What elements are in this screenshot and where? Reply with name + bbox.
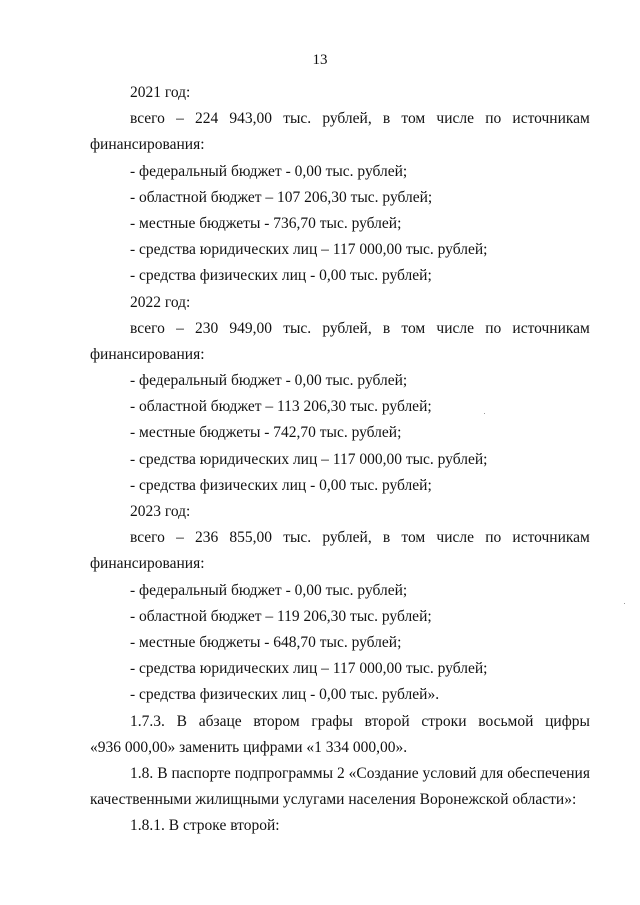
word: всего [130,529,165,547]
word: тыс. [283,110,312,128]
list-item: - средства юридических лиц – 117 000,00 тыс. рублей; [130,241,488,259]
word: по [485,529,502,547]
word: условий [422,764,477,782]
word: числе [436,529,475,547]
word: источникам [512,110,590,128]
total-line-2023-cont: финансирования: [90,555,205,573]
word: в [382,529,391,547]
word: источникам [512,319,590,337]
word: цифры [545,712,590,730]
word: 855,00 [229,529,273,547]
word: В [157,764,168,782]
list-item: - областной бюджет – 119 206,30 тыс. рублей; [130,607,432,625]
total-line-2021 [90,106,590,132]
word: 1.7.3. [130,712,165,730]
word: 2 [336,764,345,782]
list-item: - средства юридических лиц – 117 000,00 тыс. рублей; [130,660,488,678]
list-item: - областной бюджет – 107 206,30 тыс. рублей; [130,188,433,206]
word: всего [130,110,165,128]
word: «Создание [348,764,419,782]
word: 1.8. [130,764,154,782]
scan-speck [484,413,485,414]
total-line-2021-cont: финансирования: [90,136,205,154]
word: – [176,110,184,128]
word: обеспечения [507,764,590,782]
list-item: - местные бюджеты - 648,70 тыс. рублей; [130,633,402,651]
word: втором [253,712,300,730]
list-item: - местные бюджеты - 736,70 тыс. рублей; [130,214,402,232]
word: том [401,110,426,128]
word: абзаце [198,712,242,730]
year-heading-2021: 2021 год: [130,84,191,101]
word: для [480,764,504,782]
total-line-2022-cont: финансирования: [90,345,205,363]
list-item: - федеральный бюджет - 0,00 тыс. рублей; [130,372,408,390]
word: графы [311,712,353,730]
total-line-2023 [90,525,590,551]
word: всего [130,319,165,337]
word: по [485,110,502,128]
section-1-7-3-cont: «936 000,00» заменить цифрами «1 334 000,00». [90,738,408,756]
section-1-8-cont: качественными жилищными услугами населения Воронежской области»: [90,791,577,809]
word: 943,00 [229,110,273,128]
list-item: - средства физических лиц - 0,00 тыс. рублей». [130,686,440,704]
word: том [401,529,426,547]
word: строки [421,712,467,730]
word: второй [364,712,410,730]
list-item: - федеральный бюджет - 0,00 тыс. рублей; [130,581,408,599]
page-number: 13 [312,52,328,68]
section-1-7-3 [90,709,590,735]
list-item: - средства юридических лиц – 117 000,00 тыс. рублей; [130,450,488,468]
word: рублей, [322,319,372,337]
word: том [401,319,426,337]
word: числе [436,110,475,128]
word: в [382,110,391,128]
year-heading-2022: 2022 год: [130,293,191,311]
word: В [176,712,187,730]
word: паспорте [171,764,231,782]
document-body [90,80,590,839]
word: числе [436,319,475,337]
list-item: - средства физических лиц - 0,00 тыс. рублей; [130,267,432,285]
word: – [176,529,184,547]
word: тыс. [283,529,312,547]
word: 949,00 [229,319,273,337]
list-item: - федеральный бюджет - 0,00 тыс. рублей; [130,162,408,180]
word: в [382,319,391,337]
scan-speck [624,603,625,604]
word: 230 [195,319,219,337]
year-heading-2023: 2023 год: [130,503,191,520]
section-1-8 [90,761,590,787]
word: рублей, [322,529,372,547]
section-1-8-1: 1.8.1. В строке второй: [130,817,280,835]
word: 224 [195,110,219,128]
word: тыс. [283,319,312,337]
word: источникам [512,529,590,547]
word: восьмой [478,712,534,730]
word: рублей, [322,110,372,128]
list-item: - областной бюджет – 113 206,30 тыс. рублей; [130,398,432,416]
word: – [176,319,184,337]
word: по [485,319,502,337]
list-item: - средства физических лиц - 0,00 тыс. рублей; [130,476,432,494]
list-item: - местные бюджеты - 742,70 тыс. рублей; [130,424,402,442]
word: 236 [195,529,219,547]
word: подпрограммы [234,764,334,782]
total-line-2022 [90,316,590,342]
